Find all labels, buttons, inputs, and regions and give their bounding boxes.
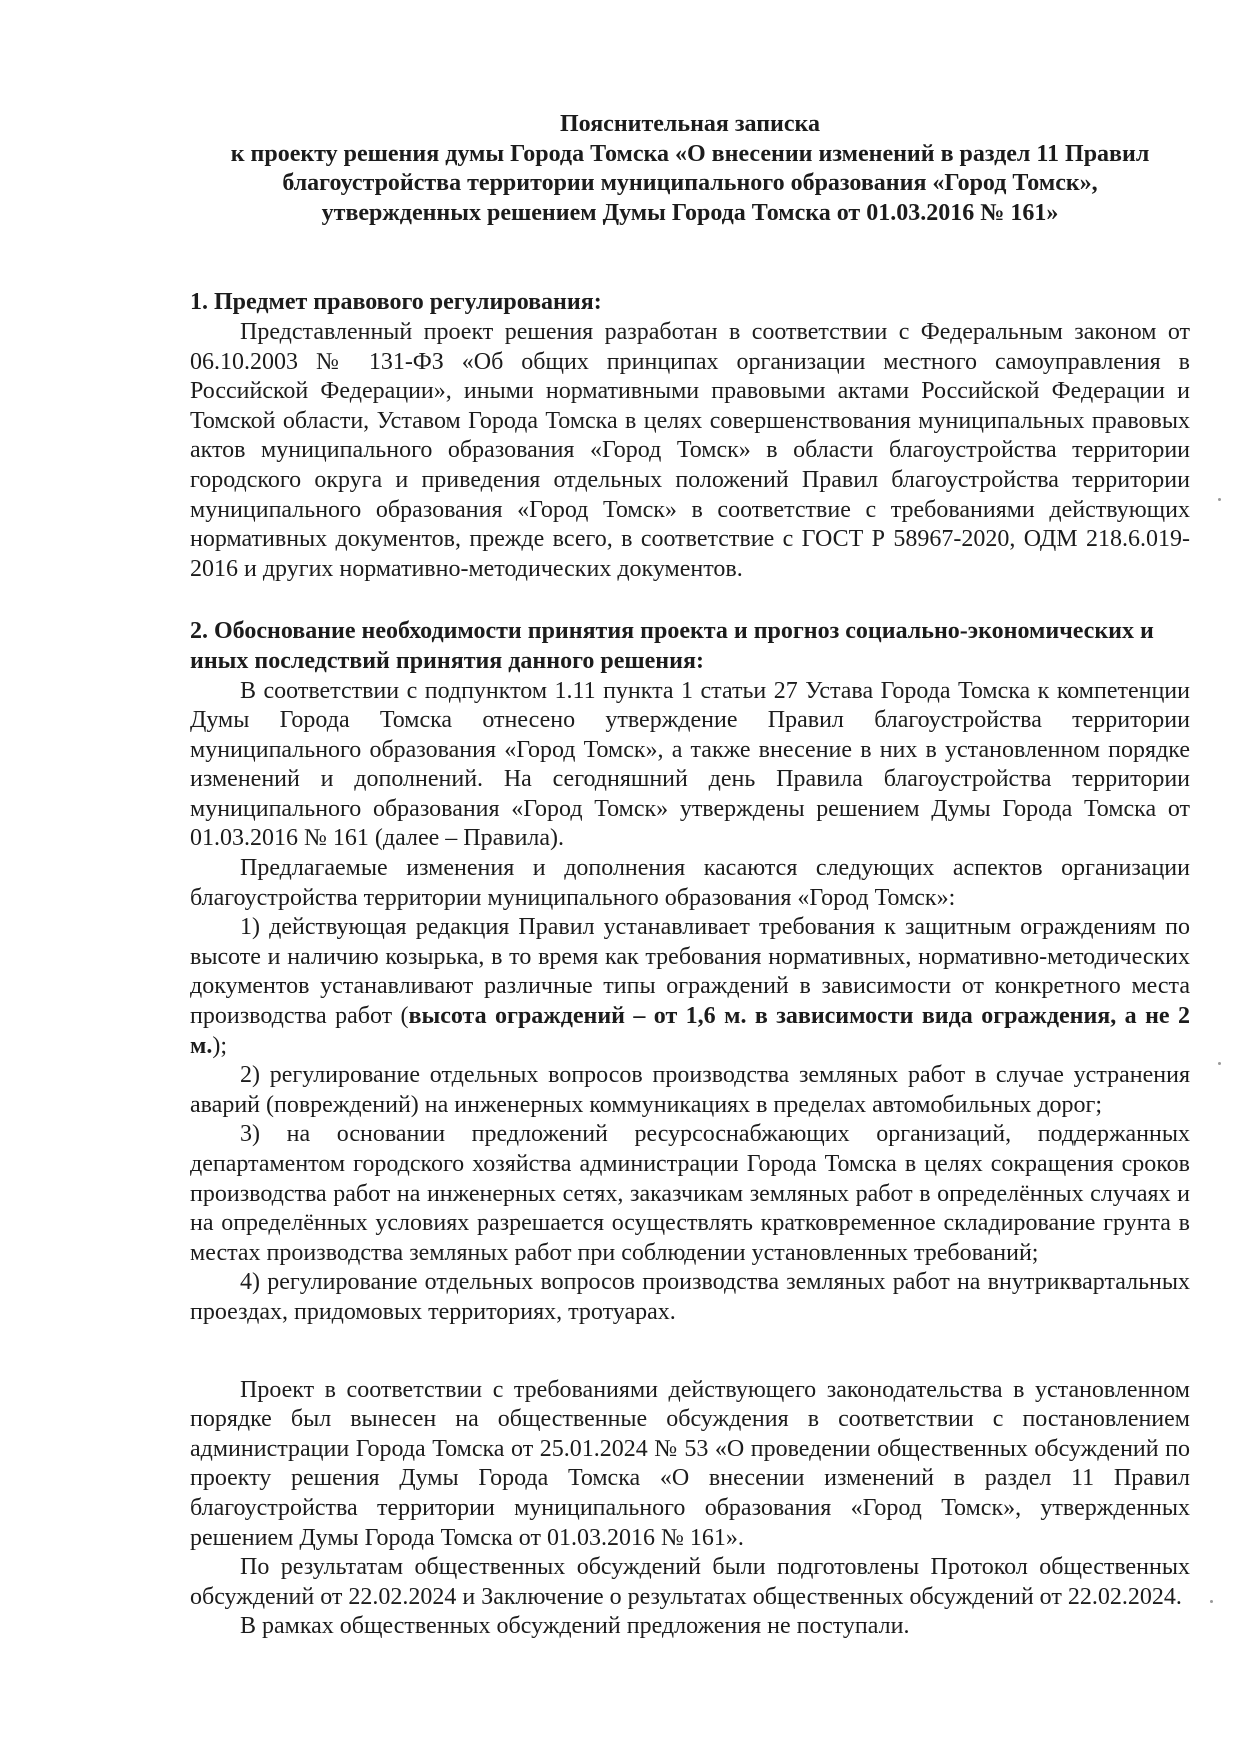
closing-paragraph-3: В рамках общественных обсуждений предложения не поступали. bbox=[240, 1613, 910, 1640]
scan-speck bbox=[1218, 498, 1221, 501]
list-item-1-text: 1) действующая редакция Правил устанавливает требования к защитным ограждениям по высоте и наличию козырька, в то время как требования нормативных, нормативно-методических документов устанавливают различные типы ограждений в зависимости от конкретного места производства работ ( bbox=[190, 914, 1190, 1030]
document-title bbox=[190, 110, 1190, 228]
list-item-4: 4) регулирование отдельных вопросов производства земляных работ на внутриквартальных проездах, придомовых территориях, тротуарах. bbox=[190, 1269, 1190, 1325]
list-item-3: 3) на основании предложений ресурсоснабжающих организаций, поддержанных департаментом городского хозяйства администрации Города Томска в целях сокращения сроков производства работ на инженерных сетях, заказчикам земляных работ в определённых случаях и на определённых условиях разрешается осуществлять кратковременное складирование грунта в местах производства земляных работ при соблюдении установленных требований; bbox=[190, 1121, 1190, 1266]
section-2-paragraph-1: В соответствии с подпунктом 1.11 пункта 1 статьи 27 Устава Города Томска к компетенции Думы Города Томска отнесено утверждение Правил благоустройства территории муниципального образования «Город Томск», а также внесение в них в установленном порядке изменений и дополнений. На сегодняшний день Правила благоустройства территории муниципального образования «Город Томск» утверждены решением Думы Города Томска от 01.03.2016 № 161 (далее – Правила). bbox=[190, 677, 1190, 852]
title-line-3: благоустройства территории муниципального образования «Город Томск», bbox=[282, 170, 1098, 197]
list-item-1-end: ); bbox=[212, 1032, 228, 1059]
title-line-2: к проекту решения думы Города Томска «О внесении изменений в раздел 11 Правил bbox=[230, 140, 1150, 167]
list-item-2: 2) регулирование отдельных вопросов производства земляных работ в случае устранения аварий (повреждений) на инженерных коммуникациях в пределах автомобильных дорог; bbox=[190, 1062, 1190, 1118]
closing-paragraph-2: По результатам общественных обсуждений были подготовлены Протокол общественных обсуждений от 22.02.2024 и Заключение о результатах общественных обсуждений от 22.02.2024. bbox=[190, 1554, 1190, 1610]
list-item-1-bold: высота ограждений – от 1,6 м. в зависимости вида ограждения, а не 2 м. bbox=[190, 1003, 1190, 1059]
document-page bbox=[190, 110, 1190, 1642]
title-line-4: утвержденных решением Думы Города Томска от 01.03.2016 № 161» bbox=[321, 199, 1059, 226]
scan-speck bbox=[1210, 1600, 1213, 1603]
section-1-heading: 1. Предмет правового регулирования: bbox=[190, 289, 602, 316]
closing-paragraph-1: Проект в соответствии с требованиями действующего законодательства в установленном порядке был вынесен на общественные обсуждения в соответствии с постановлением администрации Города Томска от 25.01.2024 № 53 «О проведении общественных обсуждений по проекту решения Думы Города Томска «О внесении изменений в раздел 11 Правил благоустройства территории муниципального образования «Город Томск», утвержденных решением Думы Города Томска от 01.03.2016 № 161». bbox=[190, 1376, 1190, 1551]
title-line-1: Пояснительная записка bbox=[559, 111, 820, 137]
section-1-paragraph: Представленный проект решения разработан в соответствии с Федеральным законом от 06.10.2003 № 131-ФЗ «Об общих принципах организации местного самоуправления в Российской Федерации», иными нормативными правовыми актами Российской Федерации и Томской области, Уставом Города Томска в целях совершенствования муниципальных правовых актов муниципального образования «Город Томск» в области благоустройства территории городского округа и приведения отдельных положений Правил благоустройства территории муниципального образования «Город Томск» в соответствие с требованиями действующих нормативных документов, прежде всего, в соответствие с ГОСТ Р 58967-2020, ОДМ 218.6.019-2016 и других нормативно-методических документов. bbox=[190, 318, 1190, 582]
scan-speck bbox=[1218, 1062, 1221, 1065]
section-2-heading: 2. Обоснование необходимости принятия проекта и прогноз социально-экономических и иных последствий принятия данного решения: bbox=[190, 618, 1154, 674]
section-2-paragraph-2: Предлагаемые изменения и дополнения касаются следующих аспектов организации благоустройства территории муниципального образования «Город Томск»: bbox=[190, 855, 1190, 911]
list-item-1 bbox=[190, 913, 1190, 1061]
